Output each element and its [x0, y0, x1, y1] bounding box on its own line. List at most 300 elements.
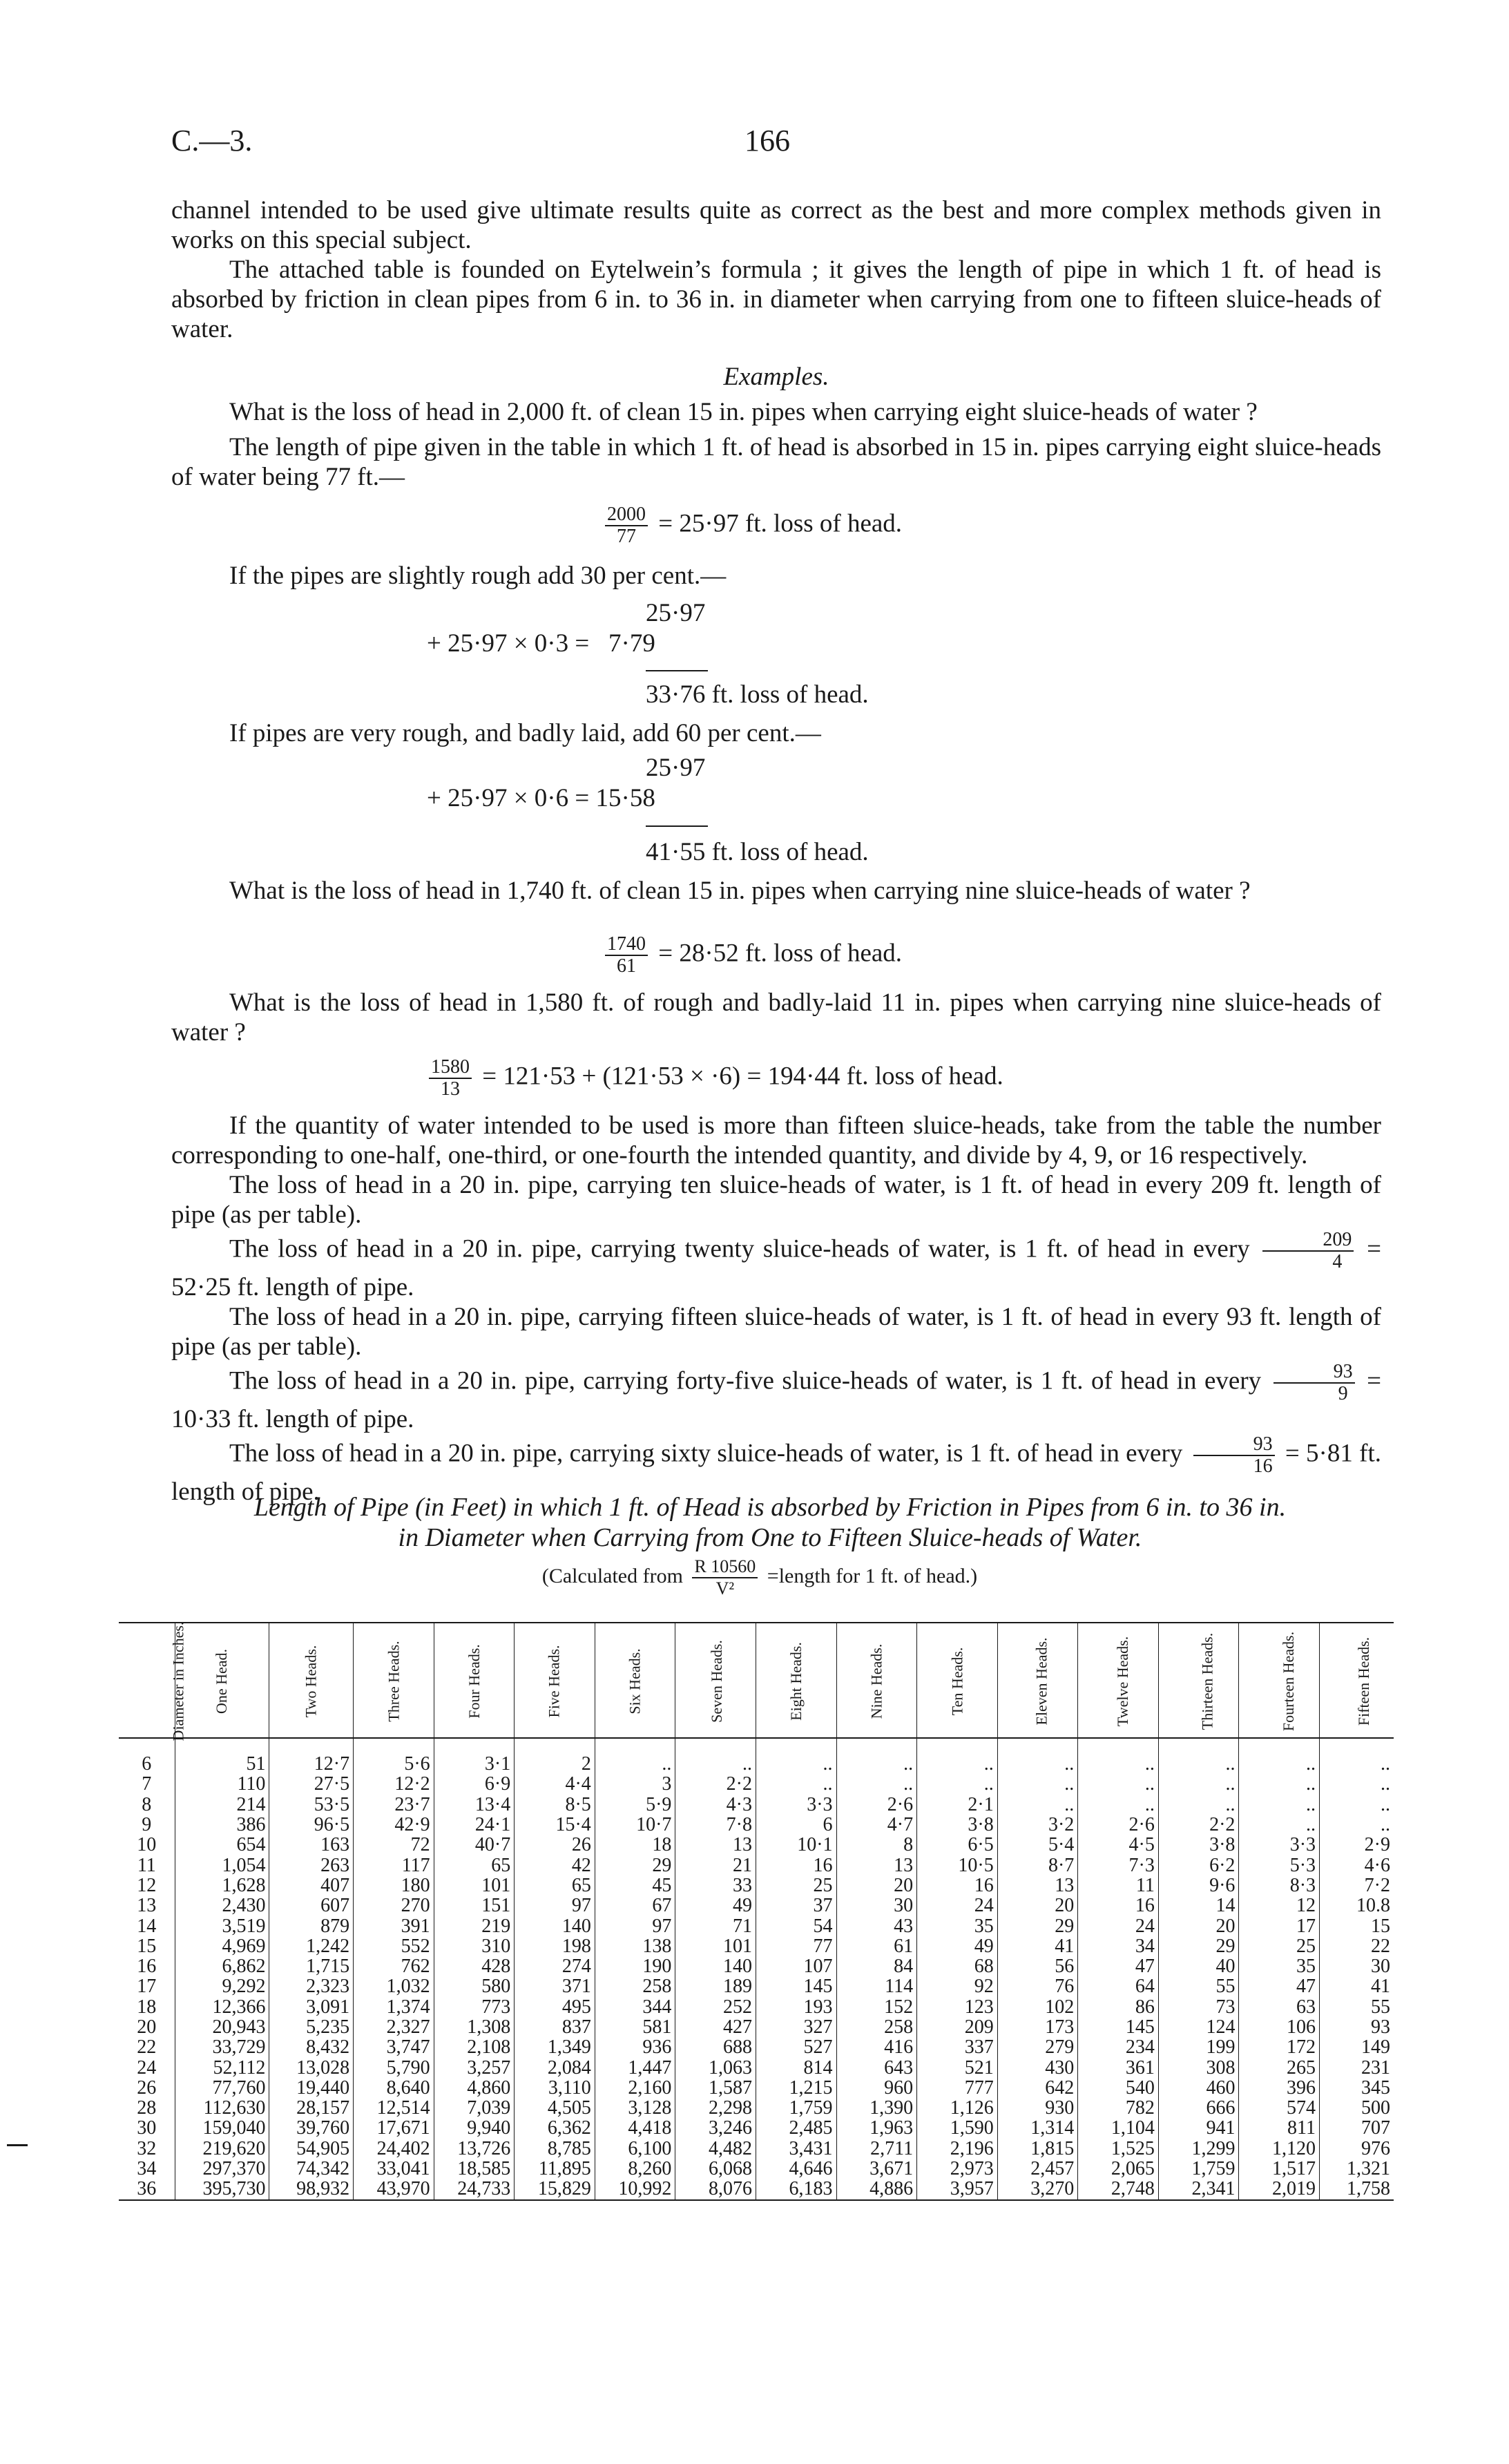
- length-cell: 86: [1078, 1997, 1159, 2017]
- length-cell: 96·5: [269, 1815, 354, 1835]
- length-cell: 16: [917, 1875, 998, 1895]
- length-cell: 15,829: [515, 2179, 595, 2199]
- length-cell: 13: [836, 1855, 917, 1875]
- table-spacer-row: [119, 1738, 1394, 1754]
- length-cell: 15·4: [515, 1815, 595, 1835]
- length-cell: 30: [1371, 1956, 1390, 1978]
- length-cell: 219: [434, 1916, 515, 1936]
- length-cell: 1,759: [1158, 2159, 1239, 2179]
- table-row: [119, 1795, 1394, 1815]
- length-cell: 55: [1158, 1976, 1239, 1996]
- column-header: Diameter in Inches.: [119, 1623, 175, 1738]
- length-cell: 7·2: [1364, 1874, 1390, 1896]
- length-cell: 1,447: [595, 2057, 675, 2077]
- length-cell: 642: [997, 2078, 1078, 2098]
- length-cell: 3,270: [997, 2179, 1078, 2199]
- length-cell: 4,860: [434, 2078, 515, 2098]
- length-cell: 74,342: [269, 2159, 354, 2179]
- column-header: Fourteen Heads.: [1239, 1623, 1320, 1738]
- length-cell: 24: [917, 1895, 998, 1916]
- length-cell: 607: [269, 1895, 354, 1916]
- length-cell: 8·5: [515, 1795, 595, 1815]
- table-row: [119, 2037, 1394, 2057]
- length-cell: 1,525: [1078, 2139, 1159, 2159]
- length-cell: ..: [997, 1754, 1078, 1774]
- length-cell: 106: [1239, 2017, 1320, 2037]
- length-cell: 65: [434, 1855, 515, 1875]
- length-cell: 308: [1158, 2057, 1239, 2077]
- length-cell: 199: [1158, 2037, 1239, 2057]
- length-cell: 762: [354, 1956, 434, 1976]
- length-cell: 1,587: [675, 2078, 756, 2098]
- length-cell: 688: [675, 2037, 756, 2057]
- length-cell: 198: [515, 1936, 595, 1956]
- length-cell: 231: [1361, 2056, 1390, 2079]
- length-cell: 654: [175, 1835, 269, 1855]
- example-question-2: What is the loss of head in 1,740 ft. of clean 15 in. pipes when carrying nine sluice-heads of water ?: [229, 877, 1251, 905]
- length-cell: 270: [354, 1895, 434, 1916]
- length-cell: 17: [1239, 1916, 1320, 1936]
- length-cell: 297,370: [175, 2159, 269, 2179]
- length-cell: 2,430: [175, 1895, 269, 1916]
- length-cell: 407: [269, 1875, 354, 1895]
- document-code: C.—3.: [171, 124, 253, 157]
- length-cell: 140: [515, 1916, 595, 1936]
- examples-heading: Examples.: [723, 363, 829, 391]
- length-cell: 3,128: [595, 2098, 675, 2118]
- rough1-result: 33·76 ft. loss of head.: [646, 680, 869, 709]
- length-cell: 40·7: [434, 1835, 515, 1855]
- length-cell: 814: [756, 2057, 836, 2077]
- length-cell: 47: [1078, 1956, 1159, 1976]
- length-cell: 6,183: [756, 2179, 836, 2199]
- length-cell: 3,957: [917, 2179, 998, 2199]
- margin-mark: [7, 2144, 28, 2146]
- length-cell: 64: [1078, 1976, 1159, 1996]
- length-cell: 23·7: [354, 1795, 434, 1815]
- length-cell: 39,760: [269, 2118, 354, 2138]
- length-cell: 12·7: [269, 1754, 354, 1774]
- length-cell: 219,620: [175, 2139, 269, 2159]
- equation-3: $\frac{1580}{13}$ = 121·53 + (121·53 × ·6) = 194·44 ft. loss of head.: [425, 1057, 1003, 1100]
- length-cell: 337: [917, 2037, 998, 2057]
- length-cell: 3·3: [1239, 1835, 1320, 1855]
- length-cell: 9,940: [434, 2118, 515, 2138]
- length-cell: 20,943: [175, 2017, 269, 2037]
- length-cell: 581: [595, 2017, 675, 2037]
- length-cell: 344: [595, 1997, 675, 2017]
- length-cell: 2,341: [1158, 2179, 1239, 2199]
- length-cell: 4,505: [515, 2098, 595, 2118]
- table-body: [119, 1738, 1394, 2200]
- length-cell: 101: [675, 1936, 756, 1956]
- length-cell: 1,590: [917, 2118, 998, 2138]
- length-cell: 173: [997, 2017, 1078, 2037]
- length-cell: 17,671: [354, 2118, 434, 2138]
- length-cell: 327: [756, 2017, 836, 2037]
- length-cell: 47: [1239, 1976, 1320, 1996]
- column-header: Four Heads.: [434, 1623, 515, 1738]
- fraction-93-16: $\frac{93}{16}$: [1193, 1434, 1275, 1477]
- length-cell: 5·6: [354, 1754, 434, 1774]
- length-cell: ..: [1381, 1773, 1390, 1795]
- length-cell: ..: [1158, 1774, 1239, 1794]
- length-cell: 145: [756, 1976, 836, 1996]
- length-cell: 61: [836, 1936, 917, 1956]
- length-cell: ..: [1381, 1814, 1390, 1836]
- length-cell: ..: [595, 1754, 675, 1774]
- length-cell: 7,039: [434, 2098, 515, 2118]
- length-cell: 41: [1371, 1976, 1390, 1998]
- length-cell: 2,019: [1239, 2179, 1320, 2199]
- length-cell: 6,862: [175, 1956, 269, 1976]
- diameter-cell: 12: [119, 1875, 175, 1895]
- length-cell: 24,402: [354, 2139, 434, 2159]
- length-cell: 55: [1371, 1996, 1390, 2018]
- length-cell: 41: [997, 1936, 1078, 1956]
- length-cell: 4·7: [836, 1815, 917, 1835]
- column-header: Nine Heads.: [836, 1623, 917, 1738]
- example-answer-1: The length of pipe given in the table in which 1 ft. of head is absorbed in 15 in. pipes carrying eight sluice-heads of water being 77 ft.—: [171, 433, 1381, 491]
- length-cell: 2·6: [1078, 1815, 1159, 1835]
- length-cell: 976: [1361, 2137, 1390, 2159]
- length-cell: 10·7: [595, 1815, 675, 1835]
- length-cell: 53·5: [269, 1795, 354, 1815]
- length-cell: 4·6: [1364, 1854, 1390, 1876]
- length-cell: 574: [1239, 2098, 1320, 2118]
- length-cell: 6,100: [595, 2139, 675, 2159]
- length-cell: 460: [1158, 2078, 1239, 2098]
- diameter-cell: 22: [119, 2037, 175, 2057]
- length-cell: 773: [434, 1997, 515, 2017]
- length-cell: 101: [434, 1875, 515, 1895]
- length-cell: 114: [836, 1976, 917, 1996]
- length-cell: ..: [1239, 1754, 1320, 1774]
- length-cell: ..: [1239, 1815, 1320, 1835]
- length-cell: 3,110: [515, 2078, 595, 2098]
- length-cell: 1,517: [1239, 2159, 1320, 2179]
- equation-1: $\frac{2000}{77}$ = 25·97 ft. loss of head.: [601, 504, 902, 547]
- length-cell: 35: [917, 1916, 998, 1936]
- length-cell: ..: [1381, 1793, 1390, 1815]
- length-cell: 77,760: [175, 2078, 269, 2098]
- length-cell: 2,457: [997, 2159, 1078, 2179]
- diameter-cell: 7: [119, 1774, 175, 1794]
- length-cell: 6·9: [434, 1774, 515, 1794]
- length-cell: 3: [595, 1774, 675, 1794]
- length-cell: 2·9: [1364, 1834, 1390, 1856]
- length-cell: 24·1: [434, 1815, 515, 1835]
- length-cell: 1,349: [515, 2037, 595, 2057]
- length-cell: 1,628: [175, 1875, 269, 1895]
- length-cell: 3·2: [997, 1815, 1078, 1835]
- length-cell: 3,519: [175, 1916, 269, 1936]
- length-cell: 15: [1371, 1915, 1390, 1937]
- diameter-cell: 14: [119, 1916, 175, 1936]
- column-header: Twelve Heads.: [1078, 1623, 1159, 1738]
- length-cell: 43: [836, 1916, 917, 1936]
- length-cell: 8,432: [269, 2037, 354, 2057]
- table-formula-note: (Calculated from $\frac{R 10560}{\text{V²}}$ =length for 1 ft. of head.): [541, 1556, 978, 1598]
- table-row: [119, 2139, 1394, 2159]
- length-cell: 811: [1239, 2118, 1320, 2138]
- length-cell: 3,091: [269, 1997, 354, 2017]
- length-cell: 8: [836, 1835, 917, 1855]
- paragraph-fifteen-heads: The loss of head in a 20 in. pipe, carrying fifteen sluice-heads of water, is 1 ft. of head in every 93 ft. length of pipe (as per table).: [171, 1303, 1381, 1361]
- length-cell: 172: [1239, 2037, 1320, 2057]
- length-cell: 8,640: [354, 2078, 434, 2098]
- length-cell: 3,431: [756, 2139, 836, 2159]
- length-cell: 1,815: [997, 2139, 1078, 2159]
- length-cell: 163: [269, 1835, 354, 1855]
- length-cell: 4,418: [595, 2118, 675, 2138]
- length-cell: 2·2: [1158, 1815, 1239, 1835]
- length-cell: 1,314: [997, 2118, 1078, 2138]
- length-cell: 707: [1361, 2117, 1390, 2139]
- rules-section: [171, 1111, 1381, 1507]
- paragraph-sixty-heads: The loss of head in a 20 in. pipe, carrying sixty sluice-heads of water, is 1 ft. of head in every $\frac{93}{16}$ = 5·81 ft. length of pipe.: [171, 1433, 1381, 1506]
- length-cell: 43,970: [354, 2179, 434, 2199]
- length-cell: 2,485: [756, 2118, 836, 2138]
- length-cell: 10,992: [595, 2179, 675, 2199]
- length-cell: 13: [675, 1835, 756, 1855]
- length-cell: 24: [1078, 1916, 1159, 1936]
- length-cell: 879: [269, 1916, 354, 1936]
- length-cell: 430: [997, 2057, 1078, 2077]
- fraction-93-9: $\frac{93}{9}$: [1273, 1362, 1355, 1404]
- length-cell: 20: [836, 1875, 917, 1895]
- length-cell: ..: [917, 1774, 998, 1794]
- length-cell: 4·4: [515, 1774, 595, 1794]
- column-header: Two Heads.: [269, 1623, 354, 1738]
- length-cell: 9,292: [175, 1976, 269, 1996]
- length-cell: 2,973: [917, 2159, 998, 2179]
- table-row: [119, 1815, 1394, 1835]
- length-cell: 123: [917, 1997, 998, 2017]
- column-header: Fifteen Heads.: [1320, 1623, 1394, 1738]
- length-cell: 190: [595, 1956, 675, 1976]
- diameter-cell: 28: [119, 2098, 175, 2118]
- length-cell: 5·4: [997, 1835, 1078, 1855]
- length-cell: 4,482: [675, 2139, 756, 2159]
- length-cell: 1,299: [1158, 2139, 1239, 2159]
- length-cell: 4·3: [675, 1795, 756, 1815]
- friction-table: [119, 1622, 1394, 2201]
- length-cell: 193: [756, 1997, 836, 2017]
- table-row: [119, 1936, 1394, 1956]
- table-row: [119, 2098, 1394, 2118]
- length-cell: ..: [1239, 1774, 1320, 1794]
- column-header: One Head.: [175, 1623, 269, 1738]
- length-cell: 28,157: [269, 2098, 354, 2118]
- length-cell: 5·3: [1239, 1855, 1320, 1875]
- length-cell: 112,630: [175, 2098, 269, 2118]
- length-cell: 3,246: [675, 2118, 756, 2138]
- length-cell: 2: [515, 1754, 595, 1774]
- length-cell: 72: [354, 1835, 434, 1855]
- length-cell: 124: [1158, 2017, 1239, 2037]
- diameter-cell: 34: [119, 2159, 175, 2179]
- length-cell: 68: [917, 1956, 998, 1976]
- length-cell: 2,065: [1078, 2159, 1159, 2179]
- length-cell: 214: [175, 1795, 269, 1815]
- length-cell: 19,440: [269, 2078, 354, 2098]
- length-cell: 234: [1078, 2037, 1159, 2057]
- length-cell: 1,758: [1320, 2179, 1394, 2199]
- length-cell: 54,905: [269, 2139, 354, 2159]
- length-cell: 2,160: [595, 2078, 675, 2098]
- column-header: Eight Heads.: [756, 1623, 836, 1738]
- length-cell: 427: [675, 2017, 756, 2037]
- length-cell: 13·4: [434, 1795, 515, 1815]
- length-cell: 14: [1158, 1895, 1239, 1916]
- length-cell: 1,126: [917, 2098, 998, 2118]
- length-cell: 5,790: [354, 2057, 434, 2077]
- length-cell: 395,730: [175, 2179, 269, 2199]
- diameter-cell: 16: [119, 1956, 175, 1976]
- length-cell: 1,054: [175, 1855, 269, 1875]
- length-cell: 263: [269, 1855, 354, 1875]
- table-row: [119, 1916, 1394, 1936]
- fraction-209-4: $\frac{209}{4}$: [1262, 1230, 1354, 1272]
- rough2-sum-rule: [646, 825, 708, 827]
- diameter-cell: 9: [119, 1815, 175, 1835]
- length-cell: 49: [917, 1936, 998, 1956]
- length-cell: 7·8: [675, 1815, 756, 1835]
- length-cell: 2,108: [434, 2037, 515, 2057]
- length-cell: 782: [1078, 2098, 1159, 2118]
- length-cell: 6: [756, 1815, 836, 1835]
- length-cell: 97: [515, 1895, 595, 1916]
- length-cell: 2,298: [675, 2098, 756, 2118]
- length-cell: 8·7: [997, 1855, 1078, 1875]
- diameter-cell: 15: [119, 1936, 175, 1956]
- length-cell: 3·1: [434, 1754, 515, 1774]
- length-cell: ..: [997, 1795, 1078, 1815]
- length-cell: 180: [354, 1875, 434, 1895]
- example-question-3: What is the loss of head in 1,580 ft. of rough and badly-laid 11 in. pipes when carrying nine sluice-heads of water ?: [171, 989, 1381, 1047]
- diameter-cell: 18: [119, 1997, 175, 2017]
- length-cell: 12: [1239, 1895, 1320, 1916]
- rough1-sum-rule: [646, 670, 708, 671]
- table-row: [119, 2057, 1394, 2077]
- length-cell: 5,235: [269, 2017, 354, 2037]
- length-cell: 361: [1078, 2057, 1159, 2077]
- length-cell: 666: [1158, 2098, 1239, 2118]
- table-row: [119, 2118, 1394, 2138]
- length-cell: 8,260: [595, 2159, 675, 2179]
- length-cell: 1,242: [269, 1936, 354, 1956]
- length-cell: 3,747: [354, 2037, 434, 2057]
- length-cell: 960: [836, 2078, 917, 2098]
- length-cell: ..: [1381, 1753, 1390, 1775]
- table-row: [119, 1997, 1394, 2017]
- length-cell: 52,112: [175, 2057, 269, 2077]
- length-cell: 6,068: [675, 2159, 756, 2179]
- length-cell: 29: [595, 1855, 675, 1875]
- length-cell: 2,748: [1078, 2179, 1159, 2199]
- diameter-cell: 20: [119, 2017, 175, 2037]
- example-question-1: What is the loss of head in 2,000 ft. of clean 15 in. pipes when carrying eight sluice-heads of water ?: [229, 398, 1258, 426]
- length-cell: 527: [756, 2037, 836, 2057]
- equation-2-fraction: $\frac{1740}{61}$: [605, 934, 648, 977]
- length-cell: 63: [1239, 1997, 1320, 2017]
- length-cell: 11,895: [515, 2159, 595, 2179]
- length-cell: 643: [836, 2057, 917, 2077]
- length-cell: 25: [756, 1875, 836, 1895]
- length-cell: 34: [1078, 1936, 1159, 1956]
- length-cell: 941: [1158, 2118, 1239, 2138]
- length-cell: 30: [836, 1895, 917, 1916]
- length-cell: 98,932: [269, 2179, 354, 2199]
- length-cell: 279: [997, 2037, 1078, 2057]
- length-cell: 33,041: [354, 2159, 434, 2179]
- length-cell: ..: [836, 1774, 917, 1794]
- length-cell: 42·9: [354, 1815, 434, 1835]
- table-row: [119, 1855, 1394, 1875]
- length-cell: 65: [515, 1875, 595, 1895]
- length-cell: 2·1: [917, 1795, 998, 1815]
- length-cell: 258: [836, 2017, 917, 2037]
- length-cell: 416: [836, 2037, 917, 2057]
- length-cell: 1,390: [836, 2098, 917, 2118]
- length-cell: 2·2: [675, 1774, 756, 1794]
- length-cell: 24,733: [434, 2179, 515, 2199]
- length-cell: 16: [756, 1855, 836, 1875]
- diameter-cell: 10: [119, 1835, 175, 1855]
- column-header: Seven Heads.: [675, 1623, 756, 1738]
- length-cell: 3·8: [917, 1815, 998, 1835]
- rough2-result: 41·55 ft. loss of head.: [646, 838, 869, 866]
- length-cell: 4,969: [175, 1936, 269, 1956]
- diameter-cell: 32: [119, 2139, 175, 2159]
- length-cell: 1,963: [836, 2118, 917, 2138]
- length-cell: 16: [1078, 1895, 1159, 1916]
- length-cell: ..: [1078, 1795, 1159, 1815]
- diameter-cell: 8: [119, 1795, 175, 1815]
- length-cell: 1,032: [354, 1976, 434, 1996]
- length-cell: 3,671: [836, 2159, 917, 2179]
- length-cell: 73: [1158, 1997, 1239, 2017]
- length-cell: 27·5: [269, 1774, 354, 1794]
- length-cell: 54: [756, 1916, 836, 1936]
- length-cell: 310: [434, 1936, 515, 1956]
- table-row: [119, 1754, 1394, 1774]
- length-cell: ..: [1078, 1774, 1159, 1794]
- length-cell: 209: [917, 2017, 998, 2037]
- diameter-cell: 6: [119, 1754, 175, 1774]
- length-cell: 84: [836, 1956, 917, 1976]
- length-cell: 2,711: [836, 2139, 917, 2159]
- length-cell: 12,514: [354, 2098, 434, 2118]
- column-header: Three Heads.: [354, 1623, 434, 1738]
- length-cell: ..: [836, 1754, 917, 1774]
- column-header: Thirteen Heads.: [1158, 1623, 1239, 1738]
- length-cell: ..: [756, 1774, 836, 1794]
- length-cell: 1,308: [434, 2017, 515, 2037]
- table-row: [119, 1835, 1394, 1855]
- length-cell: 33,729: [175, 2037, 269, 2057]
- length-cell: 12,366: [175, 1997, 269, 2017]
- length-cell: ..: [1158, 1795, 1239, 1815]
- length-cell: 7·3: [1078, 1855, 1159, 1875]
- table-header-row: [119, 1623, 1394, 1738]
- diameter-cell: 17: [119, 1976, 175, 1996]
- length-cell: 117: [354, 1855, 434, 1875]
- diameter-cell: 26: [119, 2078, 175, 2098]
- paragraph-forty-five-heads: The loss of head in a 20 in. pipe, carrying forty-five sluice-heads of water, is 1 ft. of head in every $\frac{93}{9}$ = 10·33 ft. length of pipe.: [171, 1361, 1381, 1433]
- length-cell: 10·5: [917, 1855, 998, 1875]
